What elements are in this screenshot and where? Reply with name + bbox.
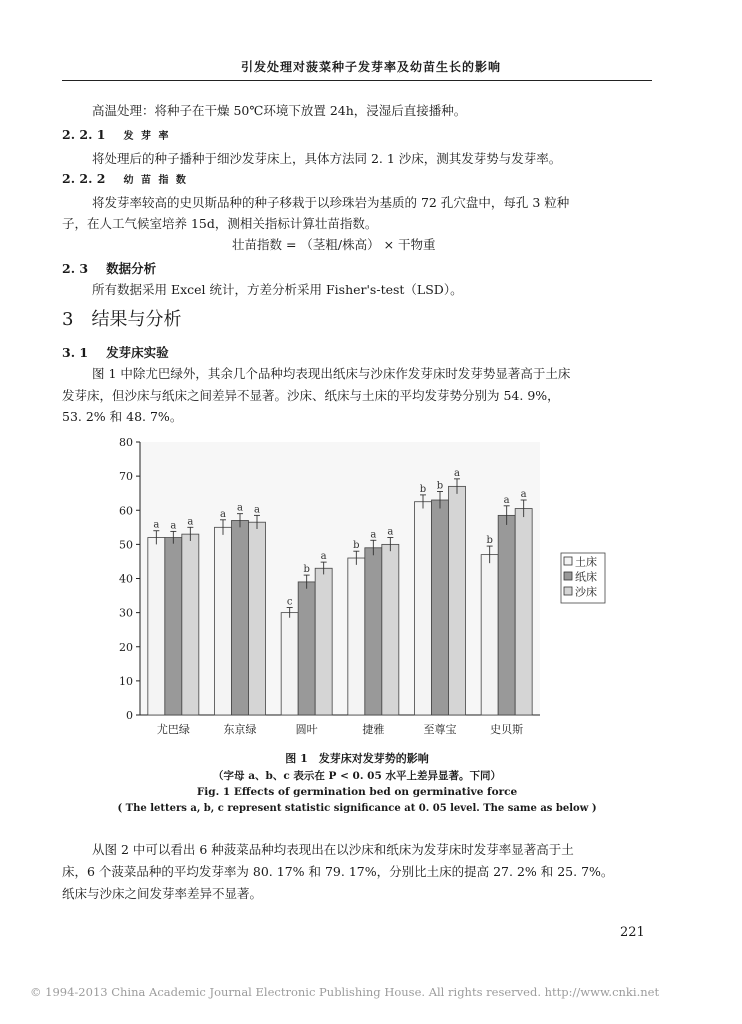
section-2-3-heading <box>62 259 156 277</box>
bar <box>348 558 365 715</box>
bar <box>215 527 232 715</box>
paragraph-2-2-2-line2: 子，在人工气候室培养 15d，测相关指标计算壮苗指数。 <box>62 216 378 231</box>
paragraph-3-1-line2: 发芽床，但沙床与纸床之间差异不显著。沙床、纸床与土床的平均发芽势分别为 54. 9%， <box>62 388 560 403</box>
figure-caption-en: Fig. 1 Effects of germination bed on germinative force <box>196 786 518 798</box>
section-number: 2. 2. 1 <box>62 127 106 142</box>
paragraph-3-1-line3: 53. 2% 和 48. 7%。 <box>62 409 183 424</box>
y-tick-label: 70 <box>119 470 133 484</box>
significance-letter: a <box>520 489 527 501</box>
y-tick-label: 30 <box>119 606 133 620</box>
significance-letter: a <box>454 467 460 479</box>
section-number: 2. 3 <box>62 261 89 276</box>
bar <box>415 502 432 715</box>
section-number: 2. 2. 2 <box>62 171 106 186</box>
y-tick-label: 0 <box>126 709 133 722</box>
significance-letter: b <box>419 483 427 495</box>
bar <box>281 613 298 715</box>
figure-caption-cn: 图 1 发芽床对发芽势的影响 <box>285 752 429 765</box>
significance-letter: a <box>187 516 194 528</box>
significance-letter: b <box>436 480 444 492</box>
section-2-2-1-heading <box>62 127 170 142</box>
bar <box>449 486 466 715</box>
figure-note-cn: （字母 a、b、c 表示在 P < 0. 05 水平上差异显著。下同） <box>213 770 501 782</box>
bar <box>515 509 532 715</box>
bar <box>382 544 399 715</box>
paragraph-3-1-line1: 图 1 中除尤巴绿外，其余几个品种均表现出纸床与沙床作发芽床时发芽势显著高于土床 <box>92 366 571 381</box>
bar <box>298 582 315 715</box>
section-2-2-2-heading <box>62 171 188 186</box>
significance-letter: a <box>320 551 327 563</box>
section-title: 数据分析 <box>106 261 157 276</box>
section-number: 3 <box>62 309 74 330</box>
section-3-1-heading <box>62 343 169 361</box>
significance-letter: a <box>220 508 226 520</box>
significance-letter: b <box>303 564 310 576</box>
significance-letter: b <box>486 535 493 547</box>
page-number: 221 <box>620 925 645 940</box>
x-tick-label: 圆叶 <box>295 723 318 736</box>
bar <box>182 534 199 715</box>
y-tick-label: 60 <box>119 504 133 518</box>
x-tick-label: 史贝斯 <box>490 723 524 736</box>
paragraph-after-line1: 从图 2 中可以看出 6 种菠菜品种均表现出在以沙床和纸床为发芽床时发芽率显著高于土 <box>92 842 574 857</box>
x-tick-label: 捷雅 <box>362 723 385 736</box>
significance-letter: a <box>254 504 260 516</box>
figure-note-en: ( The letters a, b, c represent statistic significance at 0. 05 level. The same as below ) <box>117 803 597 814</box>
bar <box>315 568 332 715</box>
plot-area <box>140 442 540 715</box>
section-title: 结果与分析 <box>91 309 182 330</box>
bar <box>249 522 266 715</box>
legend-swatch <box>564 557 572 565</box>
significance-letter: b <box>353 540 360 552</box>
x-tick-label: 至尊宝 <box>423 723 457 736</box>
bar <box>481 555 498 715</box>
x-tick-label: 东京绿 <box>223 723 257 736</box>
legend-label: 土床 <box>575 555 597 569</box>
paragraph-high-temp: 高温处理：将种子在干燥 50℃环境下放置 24h，浸湿后直接播种。 <box>92 103 467 118</box>
paragraph-2-3: 所有数据采用 Excel 统计，方差分析采用 Fisher's-test（LSD）。 <box>92 282 463 297</box>
section-title: 发 芽 率 <box>123 131 171 142</box>
legend-swatch <box>564 587 572 595</box>
y-tick-label: 10 <box>119 674 133 688</box>
bar <box>365 548 382 715</box>
legend-label: 纸床 <box>575 570 597 584</box>
y-tick-label: 50 <box>119 538 133 552</box>
paragraph-2-2-2-line1: 将发芽率较高的史贝斯品种的种子移栽于以珍珠岩为基质的 72 孔穴盘中，每孔 3 粒种 <box>92 195 570 210</box>
paragraph-2-2-1: 将处理后的种子播种于细沙发芽床上，具体方法同 2. 1 沙床，测其发芽势与发芽率。 <box>92 151 562 166</box>
significance-letter: a <box>387 526 394 538</box>
significance-letter: a <box>503 494 510 506</box>
section-3-heading <box>62 305 181 331</box>
section-title: 发芽床实验 <box>106 345 169 360</box>
section-number: 3. 1 <box>62 345 89 360</box>
bar <box>232 520 249 715</box>
significance-letter: a <box>370 529 377 541</box>
y-tick-label: 80 <box>119 436 133 449</box>
bar <box>165 538 182 715</box>
legend-label: 沙床 <box>575 585 597 599</box>
header-rule <box>62 80 652 81</box>
significance-letter: c <box>286 596 293 608</box>
significance-letter: a <box>170 520 177 532</box>
running-header: 引发处理对菠菜种子发芽率及幼苗生长的影响 <box>240 60 501 74</box>
bar <box>148 538 165 715</box>
legend-swatch <box>564 572 572 580</box>
bar-chart-figure-1 <box>0 430 742 750</box>
bar <box>498 515 515 715</box>
x-tick-label: 尤巴绿 <box>156 723 190 736</box>
copyright-footer: © 1994-2013 China Academic Journal Electronic Publishing House. All rights reserved. http://www.cnki.net <box>30 985 660 999</box>
y-tick-label: 40 <box>119 572 133 586</box>
significance-letter: a <box>153 519 160 531</box>
formula: 壮苗指数 = （茎粗/株高） × 干物重 <box>232 237 436 252</box>
section-title: 幼 苗 指 数 <box>123 175 188 186</box>
paragraph-after-line2: 床，6 个菠菜品种的平均发芽率为 80. 17% 和 79. 17%，分别比土床的提高 27. 2% 和 25. 7%。 <box>62 864 614 879</box>
significance-letter: a <box>237 502 243 514</box>
paragraph-after-line3: 纸床与沙床之间发芽率差异不显著。 <box>62 886 263 901</box>
y-tick-label: 20 <box>119 640 133 654</box>
bar <box>432 500 449 715</box>
